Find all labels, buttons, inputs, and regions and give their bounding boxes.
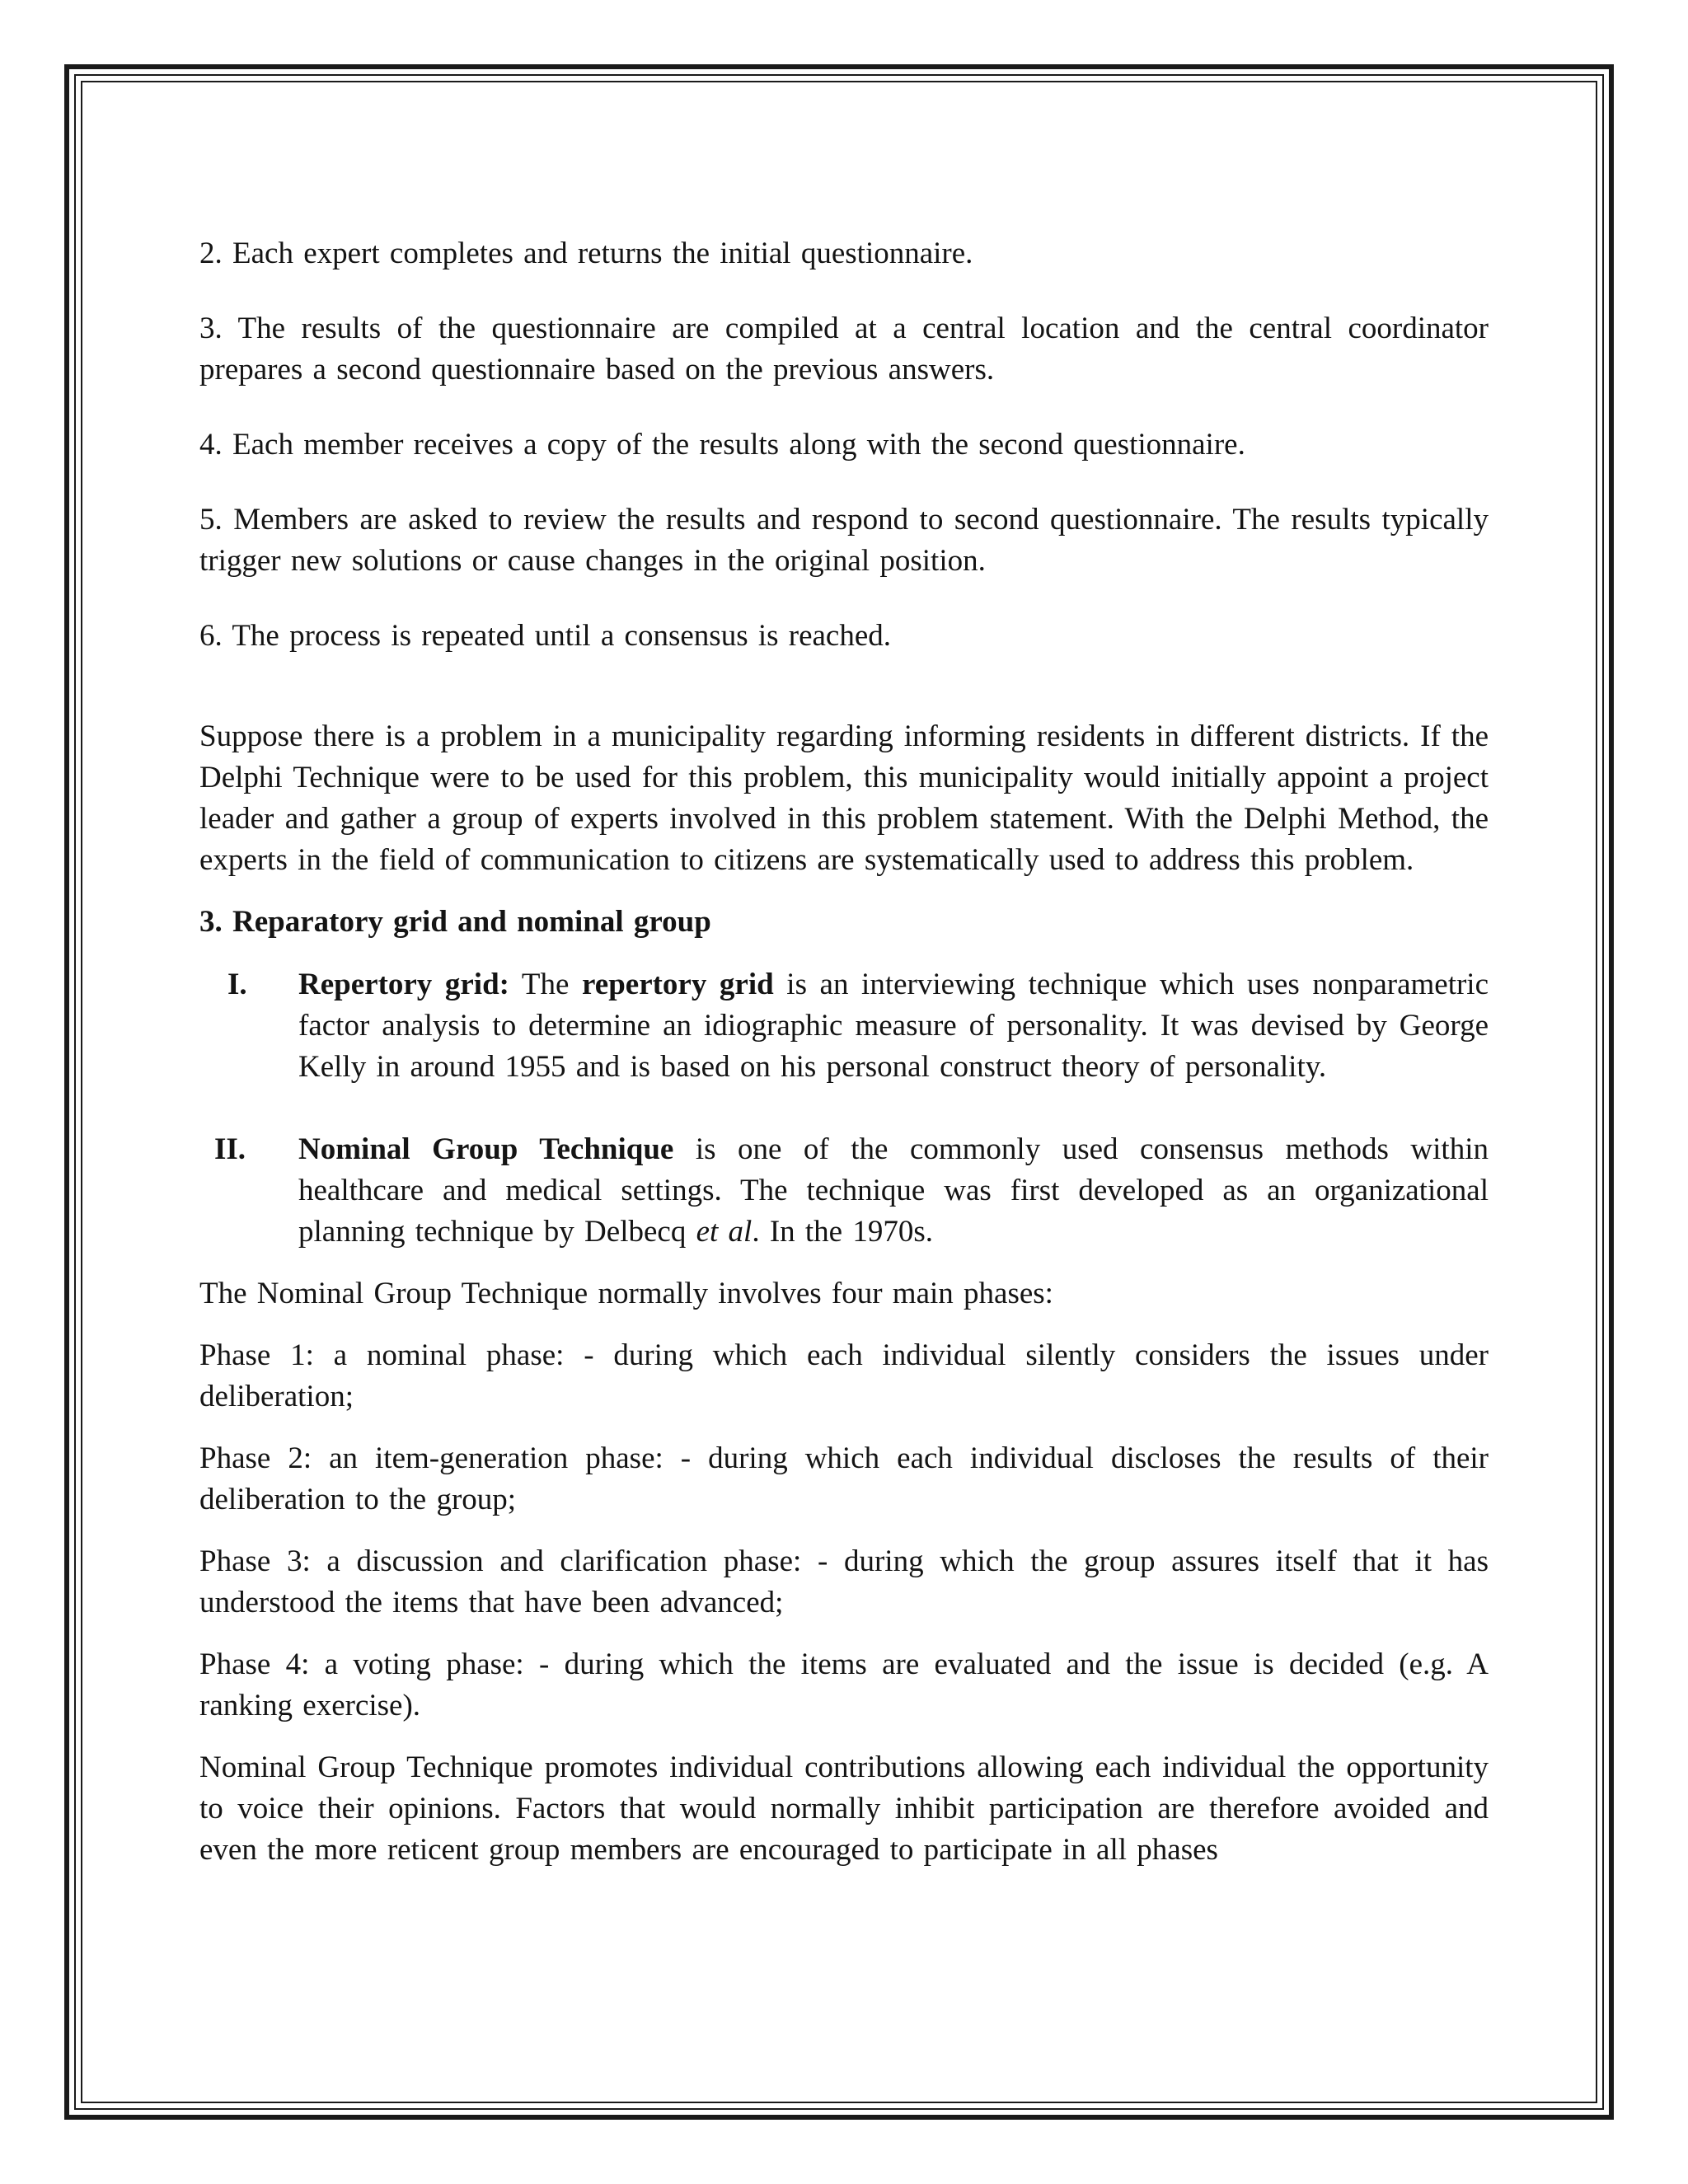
list-item-italic: et al — [696, 1215, 753, 1249]
step-2: 2. Each expert completes and returns the initial questionnaire. — [199, 237, 973, 270]
step-3: 3. The results of the questionnaire are compiled at a central location and the central coordinator prepares a second questionnaire based on the previous answers. — [199, 312, 1489, 387]
list-item-bold-term: repertory grid — [582, 968, 774, 1001]
example-paragraph: Suppose there is a problem in a municipality regarding informing residents in different districts. If the Delphi Technique were to be used for this problem, this municipality would initially appoint a project leader and gather a group of experts involved in this problem statement. With the Delphi Method, the experts in the field of communication to citizens are systematically used to address this problem. — [199, 719, 1489, 877]
list-item-text — [298, 964, 1489, 1088]
step-4: 4. Each member receives a copy of the results along with the second questionnaire. — [199, 428, 1245, 462]
list-item-text-part: is an interviewing technique which uses nonparametric factor analysis to determine an idiographic measure of personality. It was devised by George Kelly in around 1955 and is based on his personal construct theory of personality. — [298, 968, 1489, 1084]
step-6: 6. The process is repeated until a consensus is reached. — [199, 619, 892, 653]
list-numeral: II. — [214, 1132, 246, 1166]
list-item-repertory-grid — [199, 964, 1489, 1088]
list-item-text — [298, 1129, 1489, 1253]
list-item-nominal-group — [199, 1129, 1489, 1253]
phase-1: Phase 1: a nominal phase: - during which each individual silently considers the issues under deliberation; — [199, 1338, 1489, 1413]
phase-4: Phase 4: a voting phase: - during which the items are evaluated and the issue is decided (e.g. A ranking exercise). — [199, 1647, 1489, 1722]
phases-intro: The Nominal Group Technique normally involves four main phases: — [199, 1277, 1053, 1310]
document-body — [199, 233, 1489, 1871]
list-item-text-part: The — [509, 968, 583, 1001]
list-item-text-part: is one of the commonly used consensus methods within healthcare and medical settings. The technique was first developed as an organizational planning technique by Delbecq — [298, 1132, 1489, 1249]
list-item-title: Nominal Group Technique — [298, 1132, 674, 1166]
closing-paragraph: Nominal Group Technique promotes individual contributions allowing each individual the opportunity to voice their opinions. Factors that would normally inhibit participation are therefore avoided and even the more reticent group members are encouraged to participate in all phases — [199, 1750, 1489, 1867]
section-heading: 3. Reparatory grid and nominal group — [199, 905, 711, 939]
phase-2: Phase 2: an item-generation phase: - during which each individual discloses the results of their deliberation to the group; — [199, 1441, 1489, 1516]
list-numeral: I. — [227, 968, 247, 1001]
step-5: 5. Members are asked to review the results and respond to second questionnaire. The results typically trigger new solutions or cause changes in the original position. — [199, 503, 1489, 578]
list-item-text-part: . In the 1970s. — [752, 1215, 933, 1249]
list-item-title: Repertory grid: — [298, 968, 509, 1001]
phase-3: Phase 3: a discussion and clarification phase: - during which the group assures itself that it has understood the items that have been advanced; — [199, 1544, 1489, 1619]
